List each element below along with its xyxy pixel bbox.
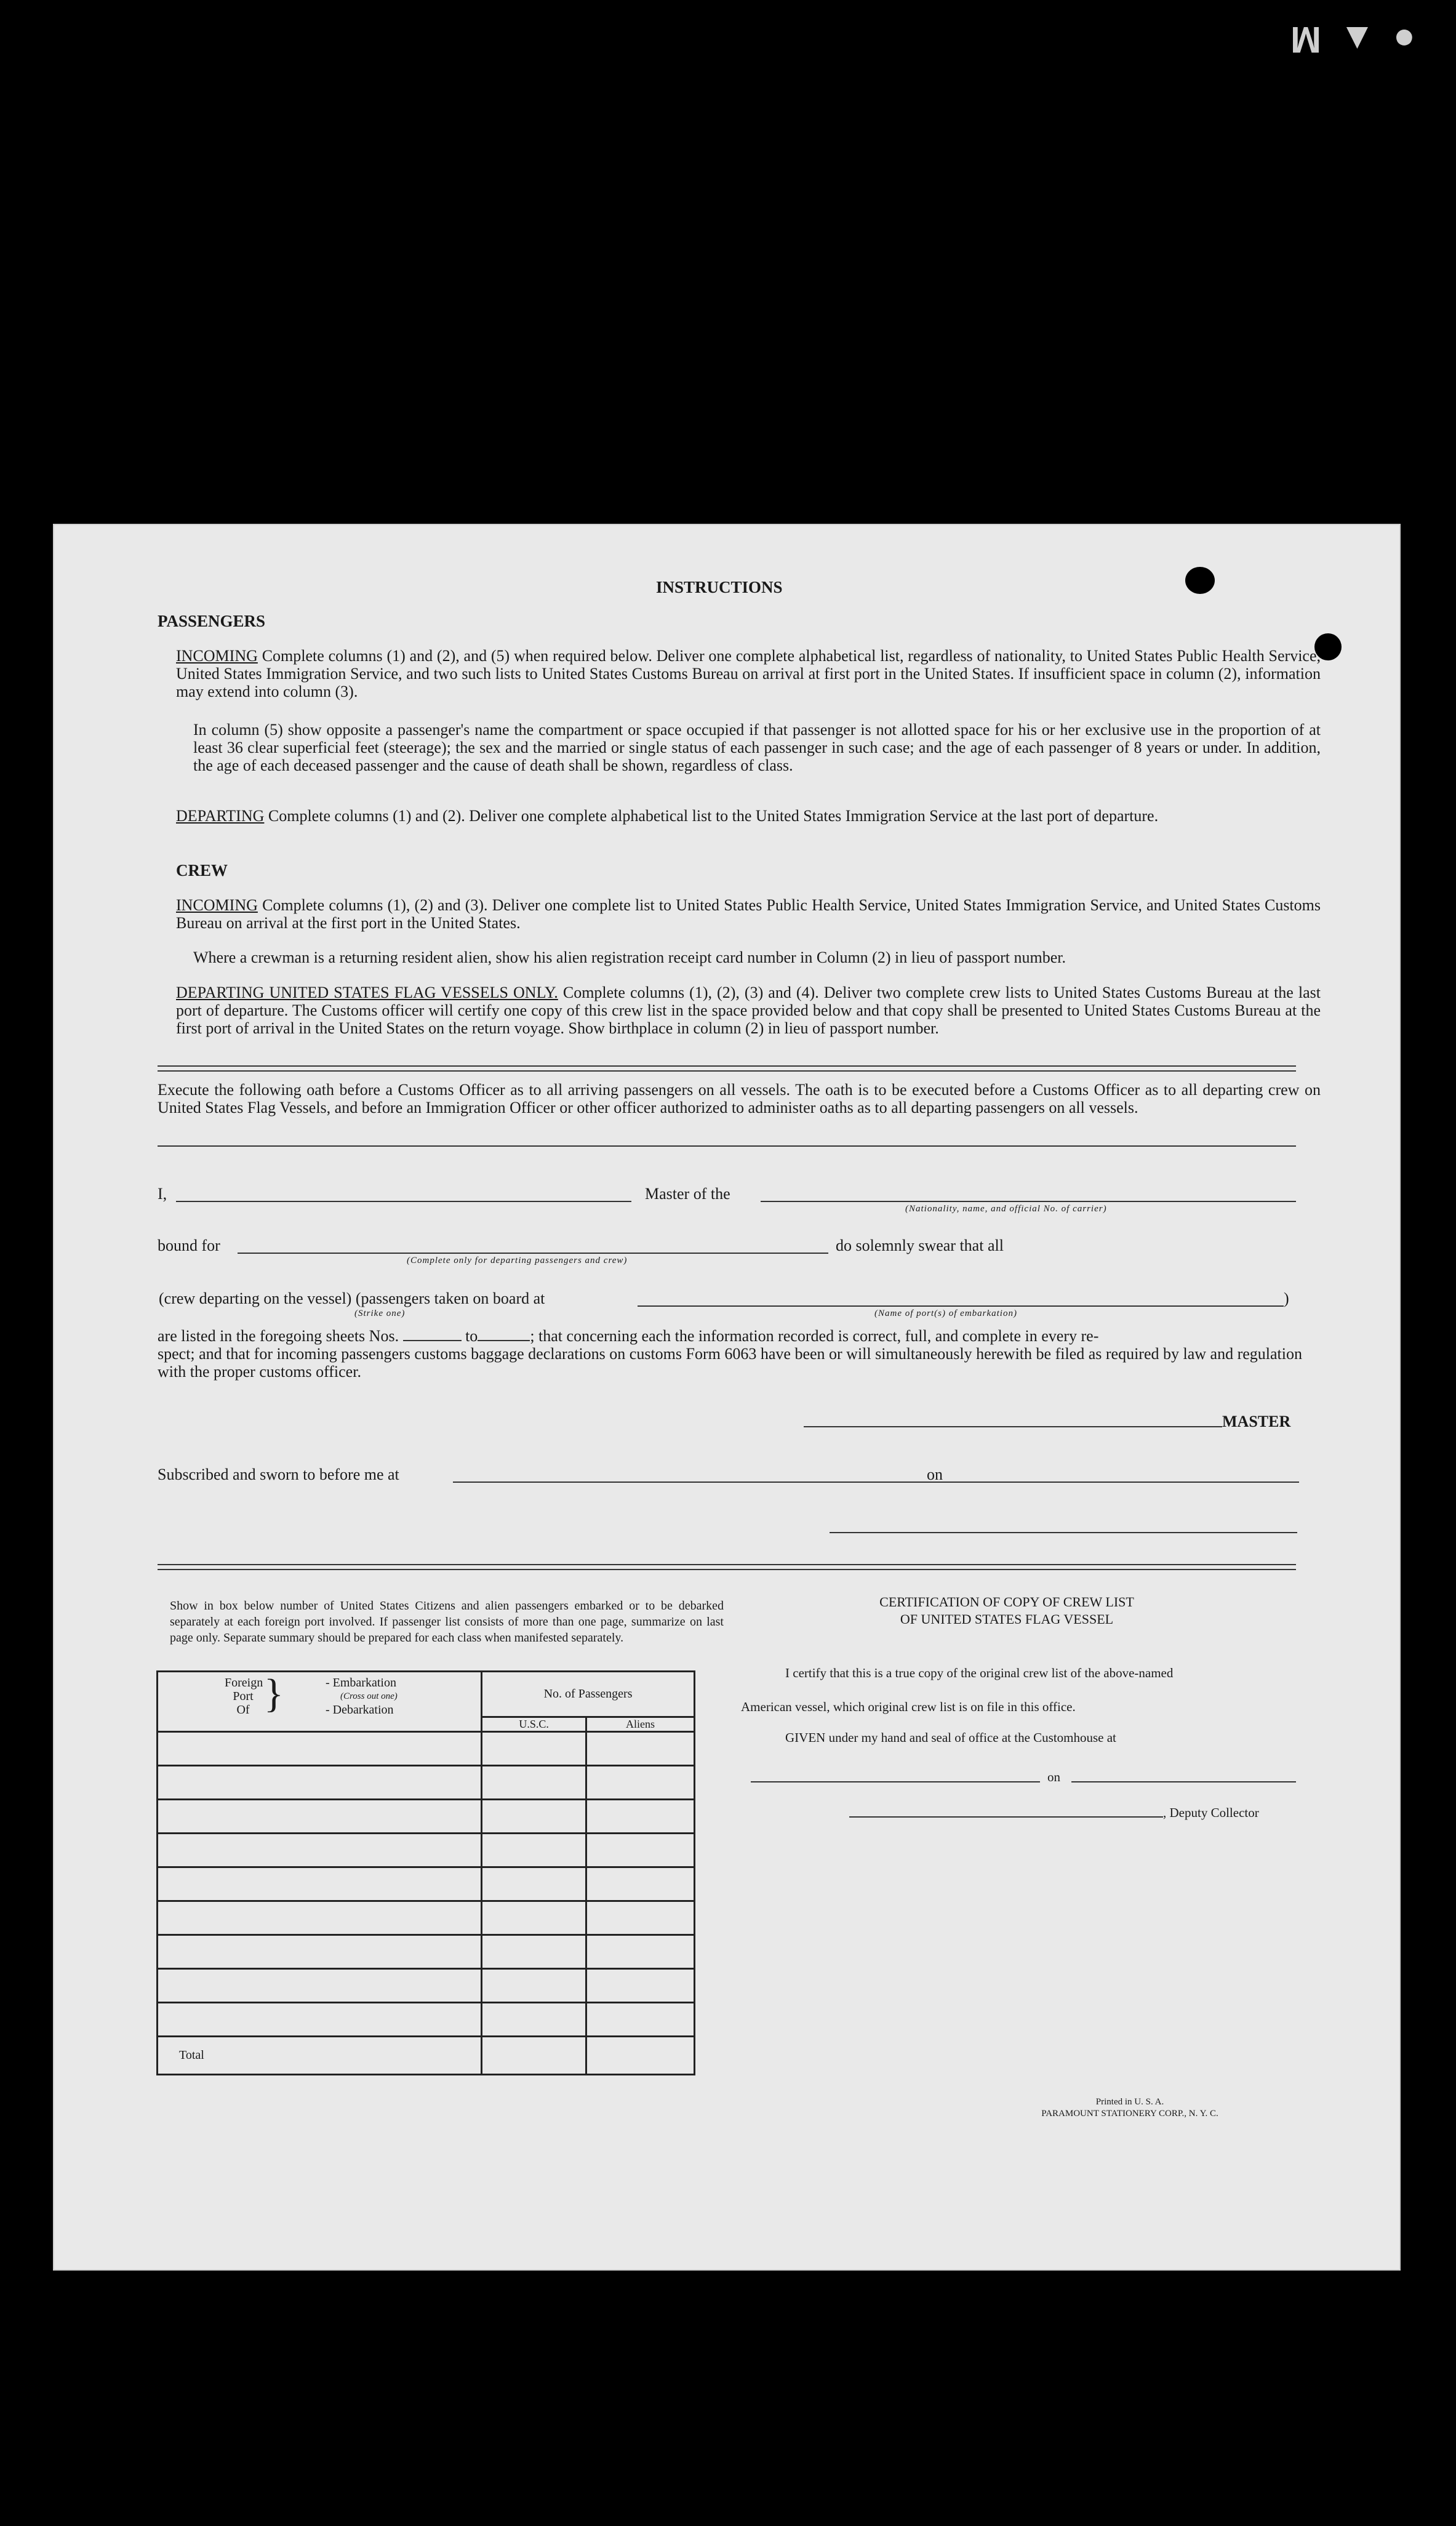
master-label: MASTER [1222,1413,1291,1430]
aliens-cell[interactable] [586,2003,695,2037]
port-cell[interactable] [158,1901,482,1935]
cross-out-note: (Cross out one) [340,1691,398,1701]
port-cell[interactable] [158,1800,482,1834]
port-word: Port [233,1690,254,1703]
of-word: Of [236,1703,250,1717]
foreign-word: Foreign [225,1676,263,1690]
usc-header: U.S.C. [482,1717,586,1732]
printer-imprint [1013,2096,1247,2120]
oath-i-label: I, [158,1185,167,1203]
printer-name: PARAMOUNT STATIONERY CORP., N. Y. C. [1041,2109,1218,2119]
port-cell[interactable] [158,2003,482,2037]
certify-line-2: American vessel, which original crew list is on file in this office. [741,1699,1076,1714]
certify-line-3: GIVEN under my hand and seal of office at the Customhouse at [785,1730,1116,1745]
resident-alien-paragraph: Where a crewman is a returning resident alien, show his alien registration receipt card number in Column (2) in lieu of passport number. [193,948,1066,966]
summary-instructions: Show in box below number of United States Citizens and alien passengers embarked or to be debarked separately at each foreign port involved. If passenger list consists of more than one page, summarize on last page only. Separate summary should be prepared for each class when manifested separately. [170,1599,724,1645]
certification-title-line-1: CERTIFICATION OF COPY OF CREW LIST [879,1594,1134,1610]
incoming-label: INCOMING [176,647,258,665]
usc-cell[interactable] [482,1732,586,1766]
officer-signature-field[interactable] [830,1532,1297,1533]
master-signature-field[interactable] [804,1426,1222,1427]
usc-cell[interactable] [482,1935,586,1969]
aliens-cell[interactable] [586,1935,695,1969]
aliens-cell[interactable] [586,1867,695,1901]
film-reel-mark: M ▲ ● [1290,19,1419,60]
nationality-caption: (Nationality, name, and official No. of carrier) [905,1204,1107,1214]
column5-paragraph: In column (5) show opposite a passenger's name the compartment or space occupied if that passenger is not allotted space for his or her exclusive use in the proportion of at least 36 clear superficial feet (steerage); the sex and the married or single status of each passenger in such case; and the age of each passenger of 8 years or under. In addition, the age of each deceased passenger and the cause of death shall be shown, regardless of class. [193,721,1321,774]
certify-on-label: on [1047,1770,1060,1784]
crew-departing-paragraph [176,984,1321,1037]
no-of-passengers-header: No. of Passengers [482,1672,695,1717]
port-cell[interactable] [158,1935,482,1969]
port-cell[interactable] [158,1867,482,1901]
subscribed-label: Subscribed and sworn to before me at [158,1465,399,1483]
printed-in-usa: Printed in U. S. A. [1095,2097,1164,2107]
sheet-from-field[interactable] [403,1340,462,1341]
master-name-field[interactable] [176,1201,631,1202]
sheet-to-field[interactable] [478,1340,530,1341]
passenger-summary-table [156,1670,695,2075]
customhouse-field[interactable] [751,1781,1040,1782]
departing-text: Complete columns (1) and (2). Deliver one complete alphabetical list to the United States Immigration Service at the last port of departure. [268,807,1159,825]
usc-total-cell[interactable] [482,2037,586,2075]
embarkation-option: - Embarkation [326,1676,396,1690]
passengers-departing-paragraph [176,807,1321,825]
port-cell[interactable] [158,1969,482,2003]
deputy-collector-label: , Deputy Collector [1163,1805,1259,1820]
usc-cell[interactable] [482,1766,586,1800]
debarkation-option: - Debarkation [326,1703,394,1717]
aliens-cell[interactable] [586,1766,695,1800]
embarkation-port-field[interactable] [638,1305,1284,1307]
oath-divider [158,1145,1296,1148]
usc-cell[interactable] [482,1867,586,1901]
close-paren: ) [1284,1289,1289,1307]
crew-incoming-paragraph [176,896,1321,932]
carrier-field[interactable] [761,1201,1296,1202]
usc-cell[interactable] [482,1901,586,1935]
passengers-incoming-paragraph [176,647,1321,700]
port-caption: (Name of port(s) of embarkation) [874,1309,1017,1318]
passengers-heading: PASSENGERS [158,612,266,630]
listed-line-1 [158,1327,1098,1345]
crew-departing-label: DEPARTING UNITED STATES FLAG VESSELS ONLY. [176,984,558,1001]
aliens-cell[interactable] [586,1732,695,1766]
form-page [53,524,1401,2271]
certification-title-line-2: OF UNITED STATES FLAG VESSEL [900,1611,1114,1627]
aliens-total-cell[interactable] [586,2037,695,2075]
crew-departing-text: Complete columns (1), (2), (3) and (4). Deliver two complete crew lists to United States Customs Bureau at the last port of departure. The Customs officer will certify one copy of this crew list in the space provided below and that copy shall be presented to United States Customs Bureau at the first port of arrival in the United States on the return voyage. Show birthplace in column (2) in lieu of passport number. [176,984,1321,1037]
bound-for-field[interactable] [238,1253,828,1254]
sworn-date-field[interactable] [948,1482,1299,1483]
page-title: INSTRUCTIONS [656,578,783,596]
usc-cell[interactable] [482,1969,586,2003]
oath-instructions: Execute the following oath before a Customs Officer as to all arriving passengers on all vessels. The oath is to be executed before a Customs Officer as to all departing crew on United States Flag Vessels, and before an Immigration Officer or other officer authorized to administer oaths as to all departing passengers on all vessels. [158,1081,1321,1117]
sworn-place-field[interactable] [453,1482,967,1483]
sworn-on-label: on [927,1465,943,1483]
certify-line-1: I certify that this is a true copy of the original crew list of the above-named [785,1666,1174,1680]
crew-departing-text: (crew departing on the vessel) (passengers taken on board at [159,1289,545,1307]
brace-icon: } [264,1671,284,1716]
listed-text-start: are listed in the foregoing sheets Nos. [158,1327,399,1345]
usc-cell[interactable] [482,2003,586,2037]
solemnly-swear-text: do solemnly swear that all [836,1237,1004,1254]
embark-debark-label [326,1676,398,1717]
total-label: Total [158,2037,482,2075]
summary-divider [158,1564,1296,1570]
section-divider [158,1065,1296,1072]
aliens-cell[interactable] [586,1969,695,2003]
usc-cell[interactable] [482,1800,586,1834]
aliens-header: Aliens [586,1717,695,1732]
to-label: to [465,1327,478,1345]
port-cell[interactable] [158,1732,482,1766]
crew-incoming-text: Complete columns (1), (2) and (3). Deliver one complete list to United States Public Health Service, United States Immigration Service, and United States Customs Bureau on arrival at the first port in the United States. [176,896,1321,932]
incoming-text: Complete columns (1) and (2), and (5) when required below. Deliver one complete alphabetical list, regardless of nationality, to United States Public Health Service, United States Immigration Service, and two such lists to United States Customs Bureau on arrival at first port in the United States. If insufficient space in column (2), information may extend into column (3). [176,647,1321,700]
port-cell[interactable] [158,1834,482,1867]
aliens-cell[interactable] [586,1834,695,1867]
port-cell[interactable] [158,1766,482,1800]
certification-title [761,1594,1253,1628]
foreign-port-label [225,1676,262,1717]
crew-heading: CREW [176,861,228,880]
certify-date-field[interactable] [1071,1781,1296,1782]
listed-text-end: ; that concerning each the information recorded is correct, full, and complete in every re- [530,1327,1099,1345]
aliens-cell[interactable] [586,1901,695,1935]
punch-hole [1185,567,1215,594]
aliens-cell[interactable] [586,1800,695,1834]
deputy-signature-field[interactable] [849,1816,1163,1818]
listed-line-2: spect; and that for incoming passengers customs baggage declarations on customs Form 6063 have been or will simultaneously herewith be filed as required by law and regulation with the proper customs officer. [158,1345,1302,1381]
crew-incoming-label: INCOMING [176,896,258,914]
departing-label: DEPARTING [176,807,265,825]
strike-caption: (Strike one) [354,1309,406,1318]
complete-caption: (Complete only for departing passengers and crew) [407,1256,628,1265]
master-of-the-label: Master of the [645,1185,730,1203]
bound-for-label: bound for [158,1237,220,1254]
usc-cell[interactable] [482,1834,586,1867]
